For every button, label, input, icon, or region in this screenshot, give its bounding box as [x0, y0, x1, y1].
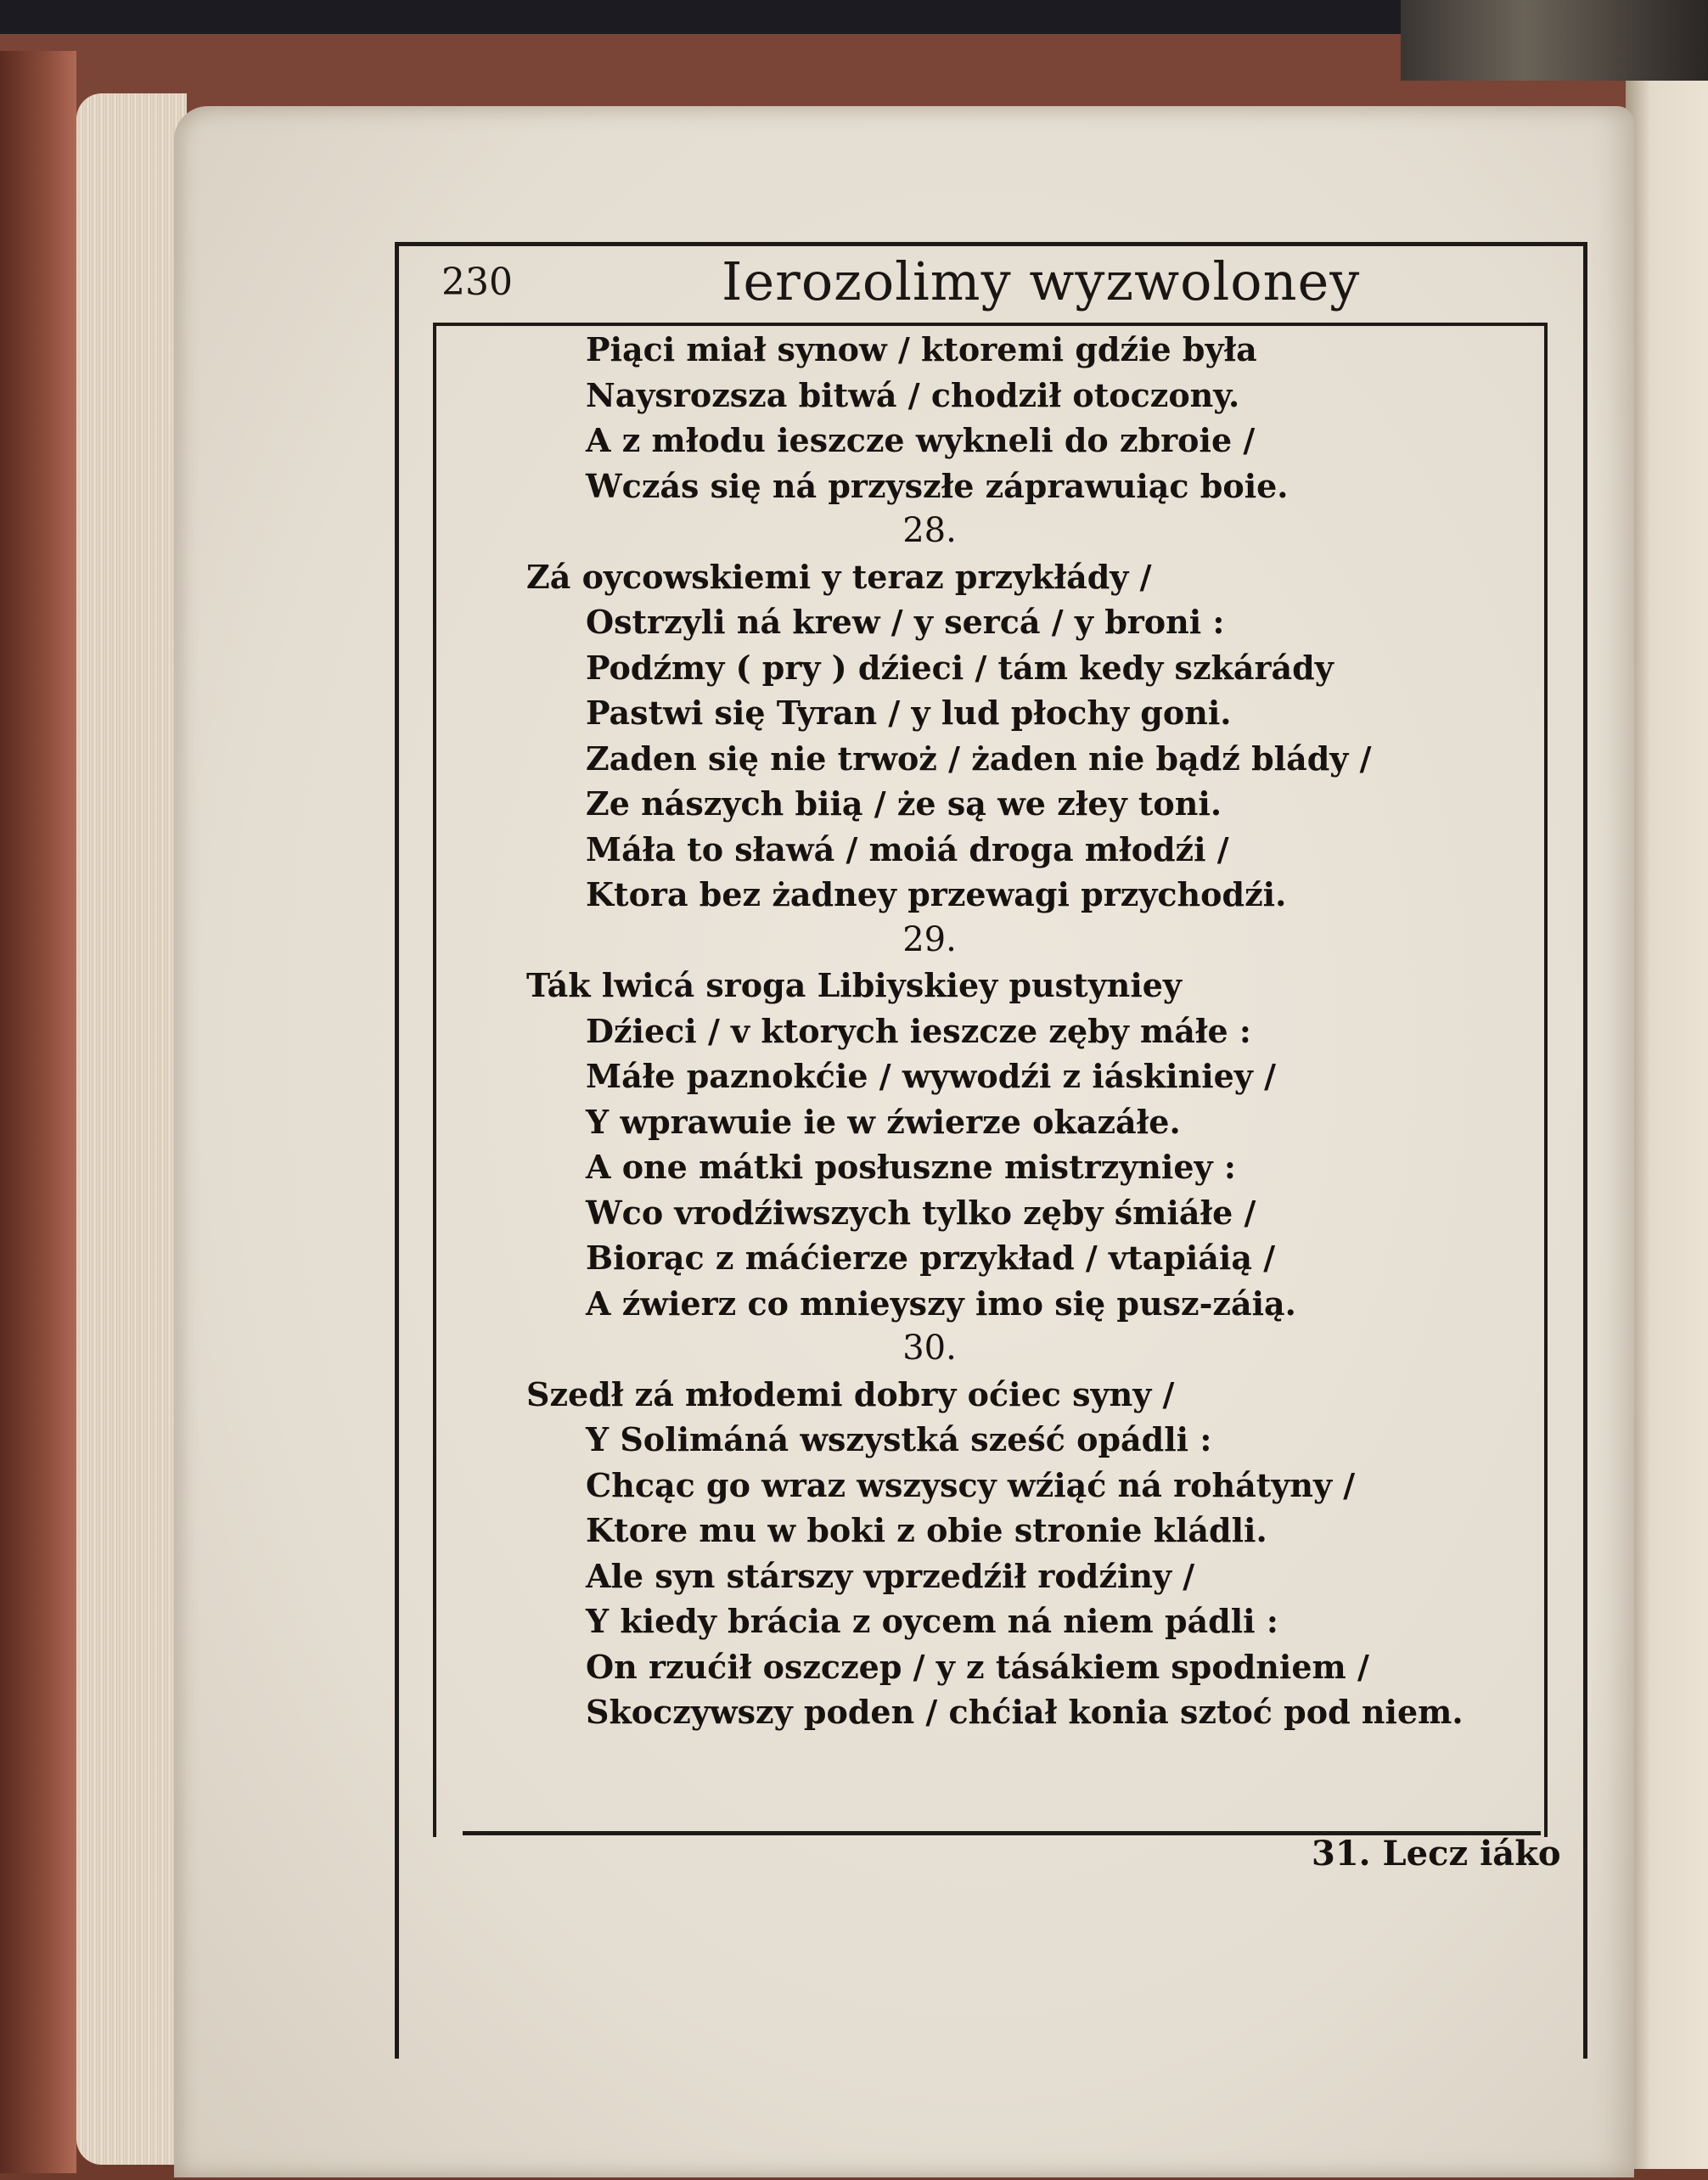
verse-line: On rzućił oszczep / y z tásákiem spodniem / — [586, 1647, 1369, 1686]
page-number: 230 — [441, 261, 513, 304]
verse-line: Máła to sławá / moiá droga młodźi / — [586, 829, 1229, 868]
verse-line: Y kiedy brácia z oycem ná niem pádli : — [586, 1602, 1278, 1640]
facing-page-edge — [1626, 81, 1708, 2169]
stanza-number: 28. — [902, 511, 957, 550]
book-spine-top — [1401, 0, 1708, 81]
verse-line: Podźmy ( pry ) dźieci / tám kedy szkárády — [586, 648, 1334, 687]
stanza-number: 30. — [902, 1329, 957, 1368]
stanza-number: 29. — [902, 919, 957, 959]
verse-line: Ze nászych biią / że są we złey toni. — [586, 784, 1222, 823]
verse-text-block — [526, 327, 1511, 1735]
page-header — [441, 250, 1553, 318]
verse-line: Dźieci / v ktorych ieszcze zęby máłe : — [586, 1011, 1251, 1050]
verse-line: Skoczywszy poden / chćiał konia sztoć pod niem. — [586, 1693, 1464, 1731]
verse-line: Ktora bez żadney przewagi przychodźi. — [586, 875, 1287, 913]
verse-line: Zá oycowskiemi y teraz przykłády / — [526, 557, 1152, 596]
verse-line: Pastwi się Tyran / y lud płochy goni. — [586, 694, 1232, 732]
verse-line: Y Solimáná wszystká sześć opádli : — [586, 1420, 1212, 1458]
page-stack-edges — [76, 93, 187, 2165]
verse-line: Máłe paznokćie / wywodźi z iáskiniey / — [586, 1057, 1276, 1095]
verse-line: Ale syn stárszy vprzedźił rodźiny / — [586, 1556, 1195, 1595]
verse-line: Y wprawuie ie w źwierze okazáłe. — [586, 1102, 1181, 1141]
verse-line: Ostrzyli ná krew / y sercá / y broni : — [586, 603, 1225, 641]
verse-line: A źwierz co mnieyszy imo się pusz-záią. — [586, 1284, 1296, 1323]
verse-line: Wczás się ná przyszłe záprawuiąc boie. — [586, 466, 1289, 505]
verse-line: Piąci miał synow / ktoremi gdźie była — [586, 330, 1257, 368]
verse-line: Biorąc z máćierze przykład / vtapiáią / — [586, 1239, 1276, 1277]
verse-line: Chcąc go wraz wszyscy wźiąć ná rohátyny / — [586, 1465, 1356, 1504]
running-title: Ierozolimy wyzwoloney — [722, 250, 1361, 312]
verse-line: Naysrozsza bitwá / chodził otoczony. — [586, 375, 1240, 414]
verse-line: A one mátki posłuszne mistrzyniey : — [586, 1148, 1236, 1186]
catchword: 31. Lecz iáko — [1312, 1834, 1561, 1874]
book-edge-left — [0, 51, 76, 2173]
verse-line: Ktore mu w boki z obie stronie kládli. — [586, 1511, 1267, 1549]
verse-line: Szedł zá młodemi dobry oćiec syny / — [526, 1374, 1175, 1413]
verse-line: Wco vrodźiwszych tylko zęby śmiáłe / — [586, 1193, 1256, 1232]
verse-line: A z młodu ieszcze wykneli do zbroie / — [586, 421, 1256, 459]
verse-line: Zaden się nie trwoż / żaden nie bądź blády / — [586, 739, 1372, 778]
verse-line: Ták lwicá sroga Libiyskiey pustyniey — [526, 966, 1183, 1004]
